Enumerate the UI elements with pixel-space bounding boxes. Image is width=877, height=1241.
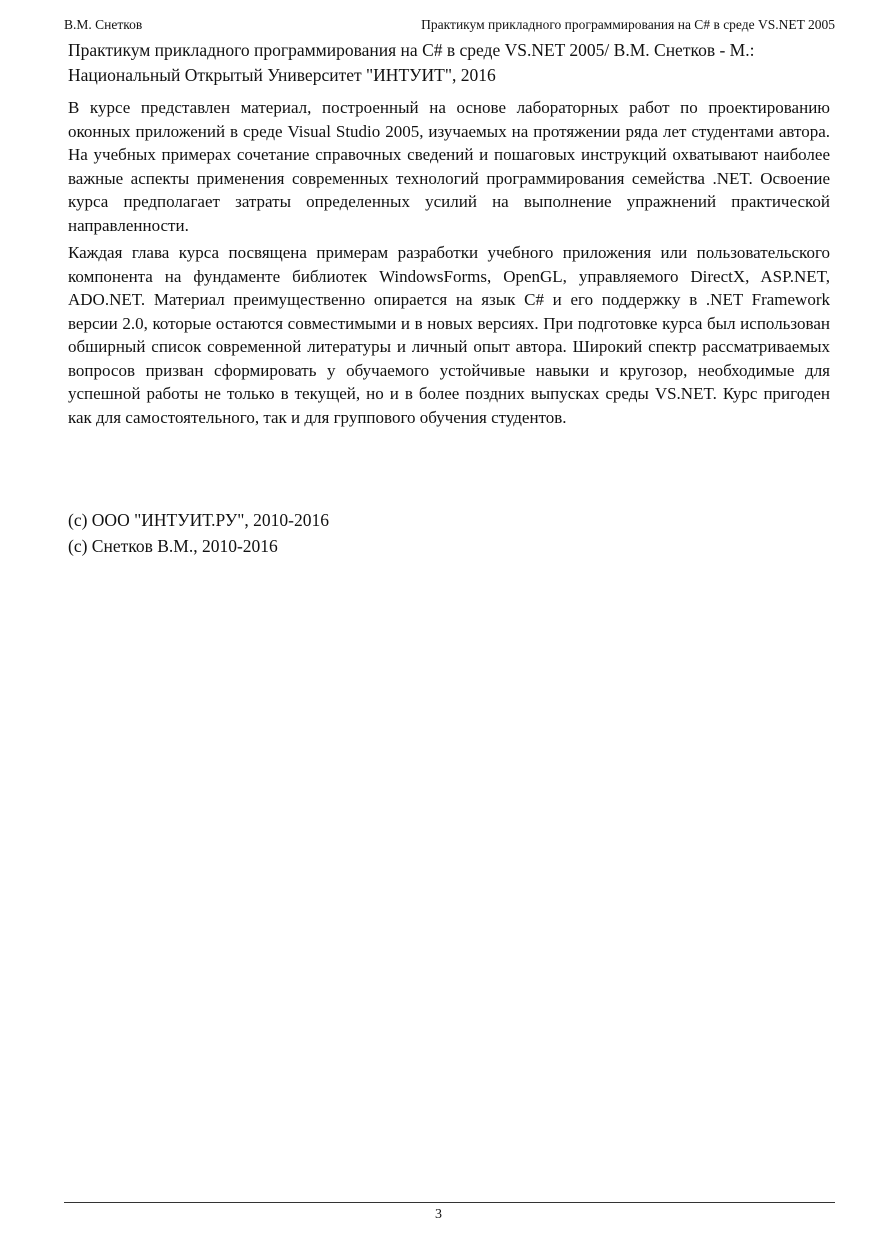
- copyright-author: (c) Снетков В.М., 2010-2016: [68, 536, 278, 556]
- header-title: Практикум прикладного программирования на C# в среде VS.NET 2005: [421, 17, 835, 32]
- abstract: [68, 96, 830, 433]
- copyright-block: [68, 507, 329, 559]
- copyright-intuit: (c) ООО "ИНТУИТ.РУ", 2010-2016: [68, 510, 329, 530]
- footer-divider: [64, 1202, 835, 1203]
- page-header: [64, 15, 835, 35]
- header-author: В.М. Снетков: [64, 17, 143, 32]
- abstract-paragraph-2: Каждая глава курса посвящена примерам разработки учебного приложения или пользовательского компонента на фундаменте библиотек WindowsForms, OpenGL, управляемого DirectX, ASP.NET, ADO.NET. Материал преимущественно опирается на язык C# и его поддержку в .NET Framework версии 2.0, которые остаются совместимыми и в новых версиях. При подготовке курса был использован обширный список современной литературы и личный опыт автора. Широкий спектр рассматриваемых вопросов призван сформировать у обучаемого устойчивые навыки и кругозор, необходимые для успешной работы не только в текущей, но и в более поздних выпусках среды VS.NET. Курс пригоден как для самостоятельного, так и для группового обучения студентов.: [68, 243, 830, 427]
- abstract-paragraph-1: В курсе представлен материал, построенный на основе лабораторных работ по проектированию оконных приложений в среде Visual Studio 2005, изучаемых на протяжении ряда лет студентами автора. На учебных примерах сочетание справочных сведений и пошаговых инструкций охватывают наиболее важные аспекты применения современных технологий программирования семейства .NET. Освоение курса предполагает затраты определенных усилий на выполнение упражнений практической направленности.: [68, 98, 830, 235]
- bibliographic-reference: Практикум прикладного программирования на C# в среде VS.NET 2005/ В.М. Снетков - М.: Национальный Открытый Университет "ИНТУИТ", 2016: [68, 40, 755, 85]
- page-number: 3: [435, 1207, 442, 1222]
